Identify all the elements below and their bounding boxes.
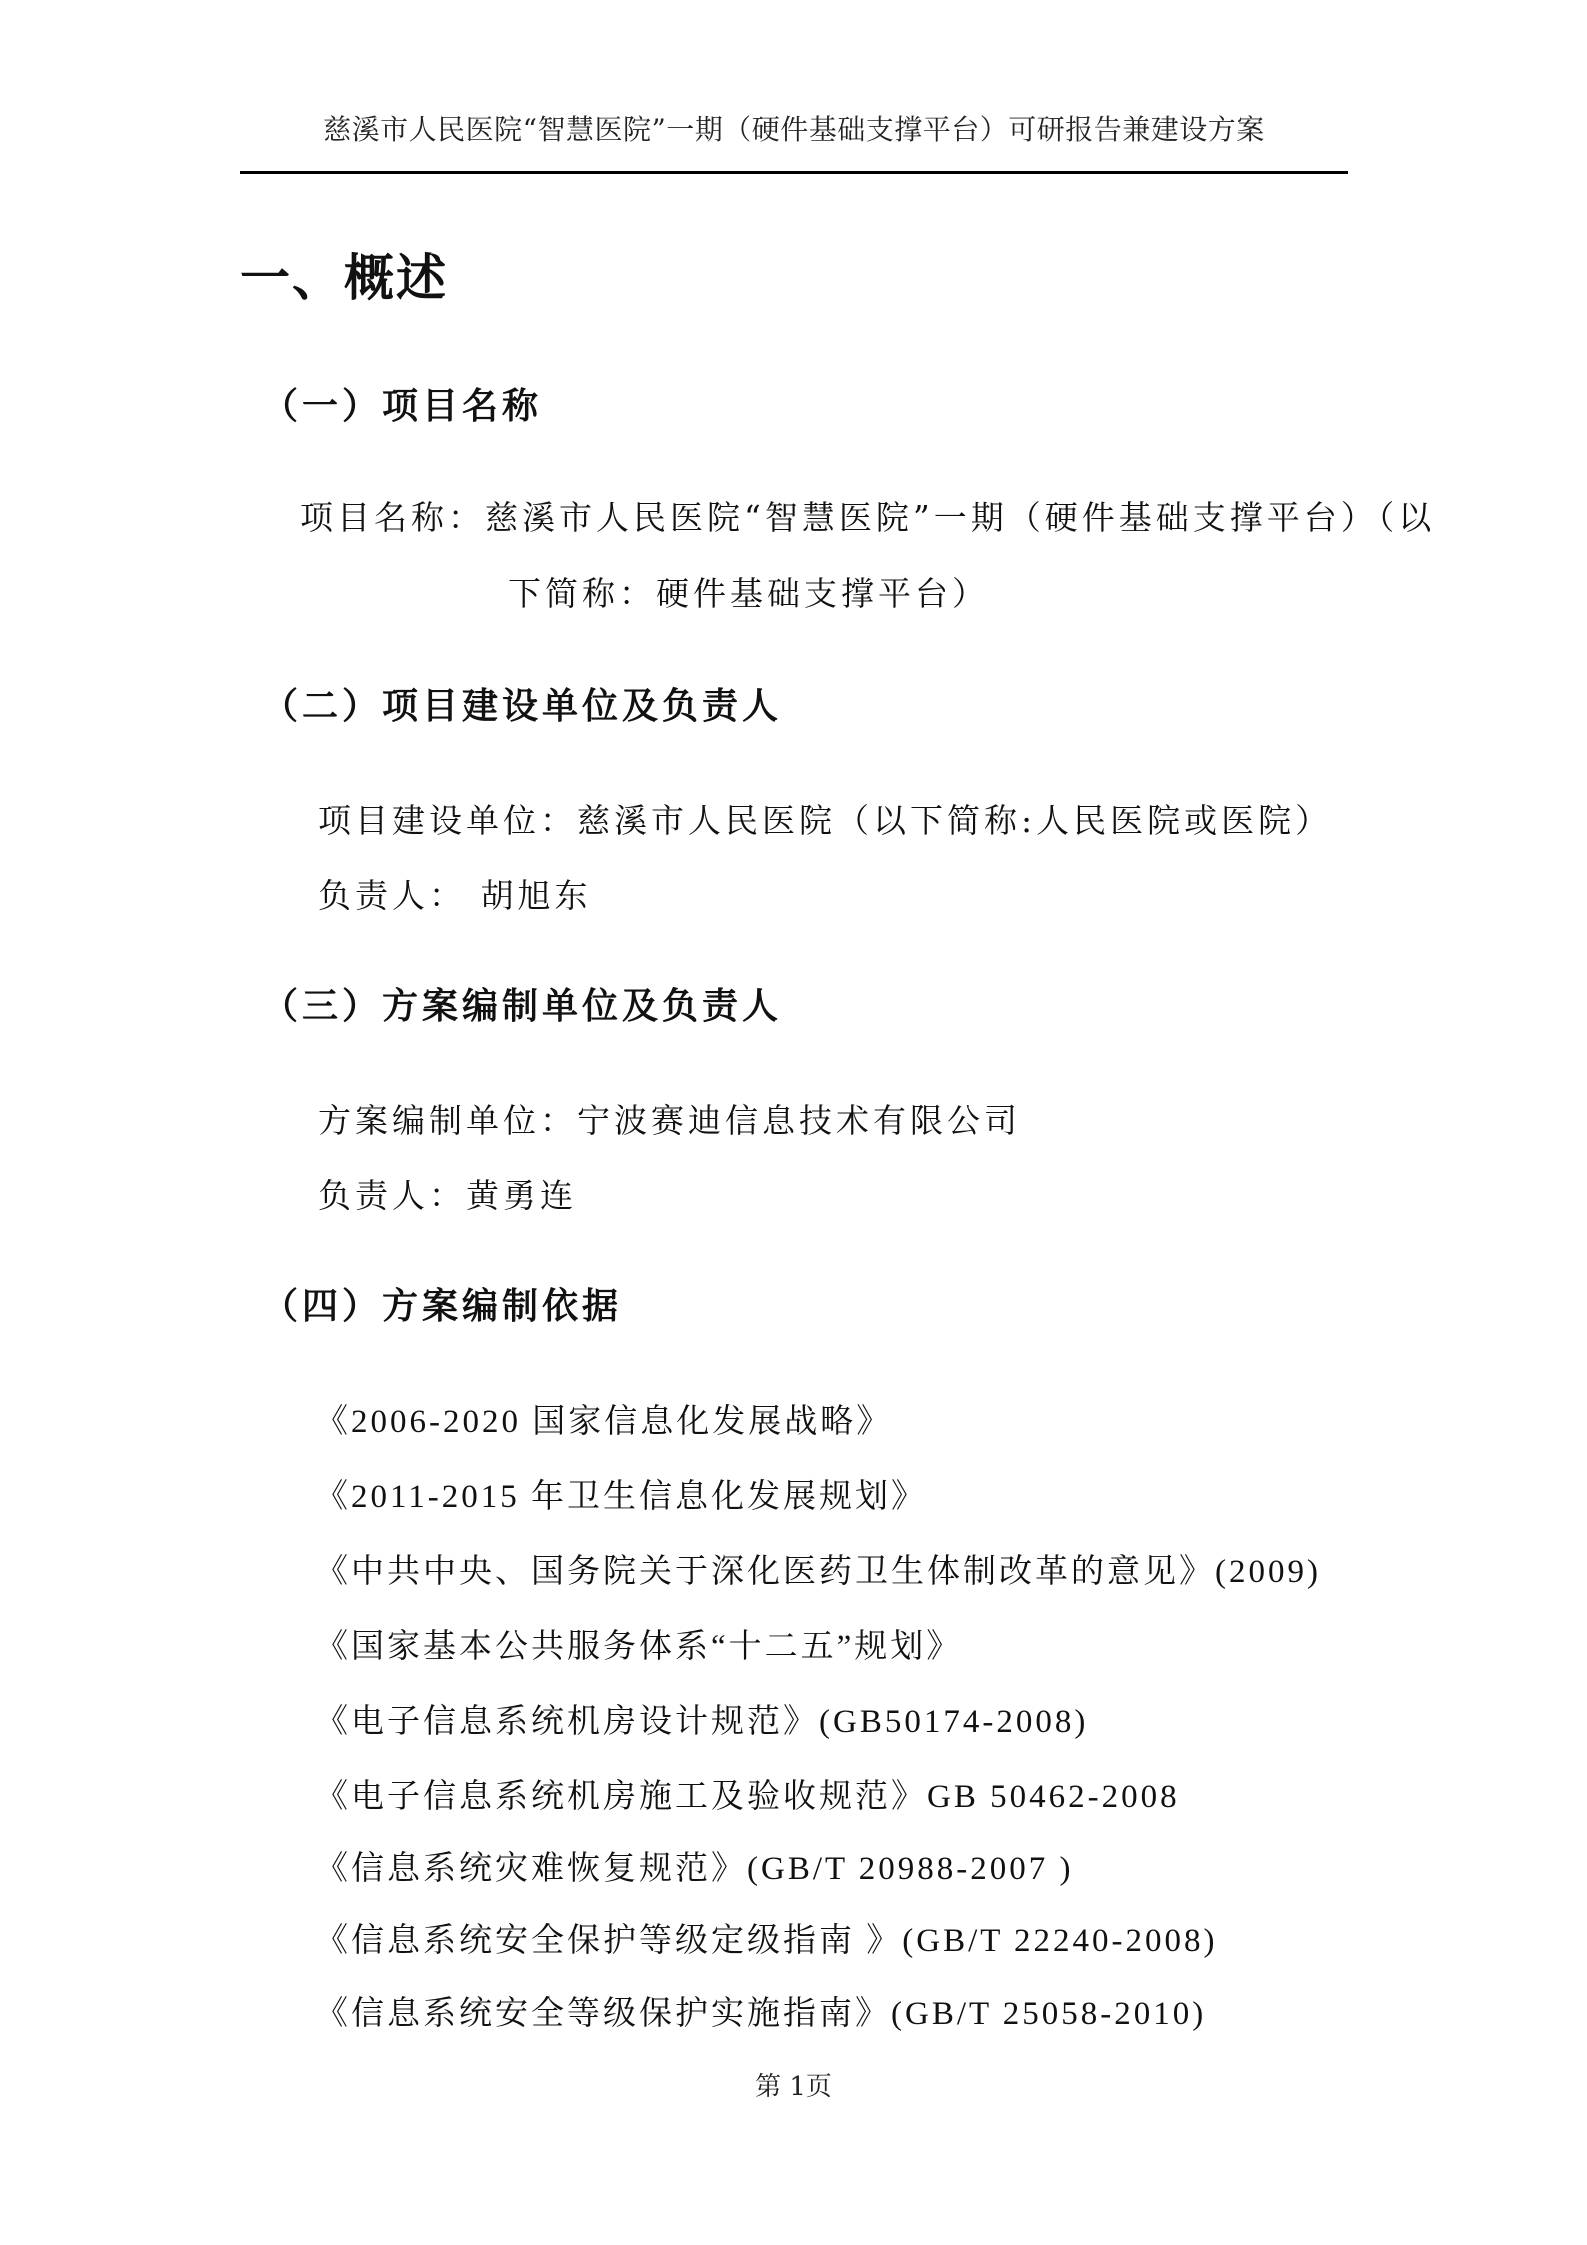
chapter-title: 一、概述	[240, 249, 448, 307]
reference-item: 《信息系统灾难恢复规范》(GB/T 20988-2007 )	[315, 1851, 1074, 1887]
reference-item: 《信息系统安全等级保护实施指南》(GB/T 25058-2010)	[315, 1996, 1207, 2032]
reference-item: 《2006-2020 国家信息化发展战略》	[315, 1404, 893, 1440]
reference-item: 《中共中央、国务院关于深化医药卫生体制改革的意见》(2009)	[315, 1554, 1321, 1590]
section-heading-construction-unit: （二）项目建设单位及负责人	[262, 685, 783, 727]
compiling-unit-line: 方案编制单位：宁波赛迪信息技术有限公司	[318, 1101, 1021, 1140]
section-heading-compiling-unit: （三）方案编制单位及负责人	[262, 985, 783, 1027]
header-divider	[240, 171, 1348, 174]
reference-item: 《国家基本公共服务体系“十二五”规划》	[315, 1629, 963, 1665]
reference-item: 《电子信息系统机房施工及验收规范》GB 50462-2008	[315, 1779, 1180, 1815]
construction-unit-responsible: 负责人： 胡旭东	[318, 876, 592, 915]
section-heading-basis: （四）方案编制依据	[262, 1285, 623, 1327]
page-number: 第 1页	[755, 2072, 832, 2102]
reference-item: 《电子信息系统机房设计规范》(GB50174-2008)	[315, 1704, 1089, 1740]
construction-unit-line: 项目建设单位：慈溪市人民医院（以下简称:人民医院或医院）	[318, 801, 1333, 840]
section-heading-project-name: （一）项目名称	[262, 385, 543, 427]
project-name-line-1: 项目名称：慈溪市人民医院“智慧医院”一期（硬件基础支撑平台）（以	[300, 498, 1436, 537]
reference-item: 《信息系统安全保护等级定级指南 》(GB/T 22240-2008)	[315, 1923, 1218, 1959]
project-name-line-2: 下简称：硬件基础支撑平台）	[508, 574, 989, 613]
reference-item: 《2011-2015 年卫生信息化发展规划》	[315, 1479, 928, 1515]
running-header: 慈溪市人民医院“智慧医院”一期（硬件基础支撑平台）可研报告兼建设方案	[323, 113, 1265, 146]
compiling-unit-responsible: 负责人：黄勇连	[318, 1176, 577, 1215]
